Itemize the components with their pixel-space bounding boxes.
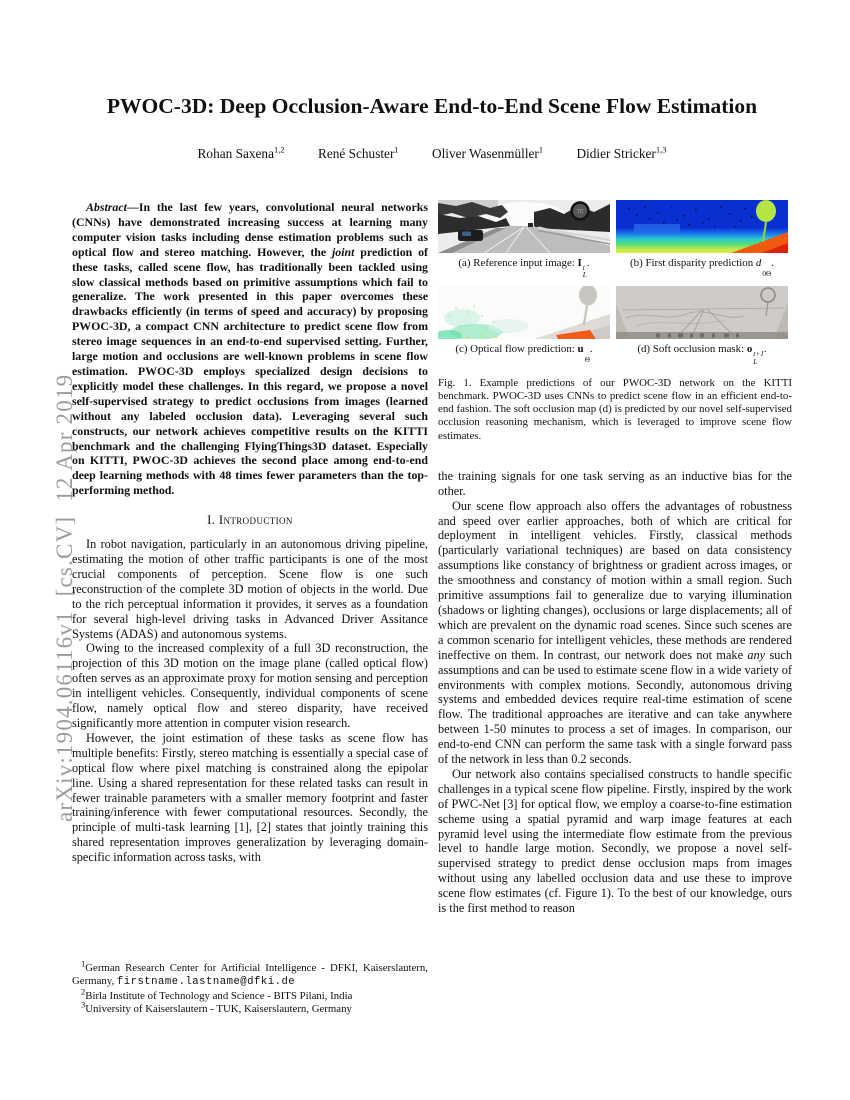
footnote-email: firstname.lastname@dfki.de bbox=[116, 976, 296, 989]
reference-road-image bbox=[438, 200, 610, 253]
figure-1-caption bbox=[438, 377, 792, 443]
figure-cell-d bbox=[616, 286, 788, 372]
footnote-3-marker: 3 bbox=[81, 999, 86, 1010]
author bbox=[432, 146, 543, 161]
footnote-2-marker: 2 bbox=[81, 986, 86, 997]
optical-flow-image bbox=[438, 286, 610, 339]
footnote-1 bbox=[72, 958, 428, 990]
subcaption-a: (a) Reference input image: I t L . bbox=[458, 257, 590, 280]
subcaption-d: (d) Soft occlusion mask: o t+1 L . bbox=[637, 343, 767, 366]
figure-1-caption-text: Example predictions of our PWOC-3D network on the KITTI benchmark. PWOC-3D uses CNNs to predict scene flow in an efficient end-to-end fashion. The soft occlusion map (d) is predicted by our novel self-supervised occlusion reasoning mechanism, which is leveraged to improve scene flow estimates. bbox=[438, 376, 792, 442]
figure-cell-a bbox=[438, 200, 610, 286]
figure-cell-b bbox=[616, 200, 788, 286]
abstract bbox=[72, 200, 428, 498]
intro-paragraph-1: In robot navigation, particularly in an autonomous driving pipeline, estimating the motion of other traffic participants is one of the most crucial components of perception. Scene flow is one such reconstruction of the complete 3D motion of objects in the world. Due to the rich perceptual information it provides, it serves as a foundation for several high-level driving tasks in Advanced Driver Assitance Systems (ADAS) and autonomous systems. bbox=[72, 537, 428, 641]
abstract-text-1: In the last few years, convolutional neural networks (CNNs) have demonstrated increasing success at learning many computer vision tasks including dense estimation problems such as optical flow and stereo matching. However, the bbox=[72, 200, 428, 259]
subcaption-b: (b) First disparity prediction d 0Θ . bbox=[630, 257, 774, 278]
figure-cell-c bbox=[438, 286, 610, 372]
abstract-label: Abstract— bbox=[86, 200, 139, 214]
author-name: Rohan Saxena bbox=[197, 146, 274, 161]
author-affiliation-sup: 1 bbox=[394, 144, 399, 155]
body-paragraph-2: Our scene flow approach also offers the advantages of robustness and speed over earlier approaches, both of which are critical for deployment in intelligent vehicles. Firstly, classical methods (particularly variational techniques) are based on data consistency assumptions like constancy of brightness or gradient across images, or the smoothness and constancy of motion within a small region. Such primitive assumptions fail to generalize due to varying illumination (shadows or lighting changes), occlusions or large displacements; all of which are prevalent on the dynamic road scenes. Since such scenes are a common scenario for intelligent vehicles, these methods are rendered ineffective on them. In contrast, our network does not make any such assumptions and can be used to estimate scene flow in a wide variety of environments with complex motions. Secondly, autonomous driving systems and embedded devices require real-time estimation of scene flow. The traditional approaches are iterative and can take anywhere between 1-50 minutes to process a set of images. In comparison, our end-to-end CNN can perform the same task with a single forward pass of the network in less than 0.2 seconds. bbox=[438, 498, 792, 767]
figure-1-label: Fig. 1. bbox=[438, 376, 472, 389]
paper-title: PWOC-3D: Deep Occlusion-Aware End-to-End Scene Flow Estimation bbox=[106, 94, 758, 118]
author-name: Didier Stricker bbox=[576, 146, 656, 161]
footnote-3 bbox=[72, 999, 428, 1016]
footnote-3-text: University of Kaiserslautern - TUK, Kaiserslautern, Germany bbox=[85, 1003, 352, 1016]
body-paragraph-3: Our network also contains specialised constructs to handle specific challenges in a typical scene flow pipeline. Firstly, inspired by the work of PWC-Net [3] for optical flow, we employ a coarse-to-fine estimation scheme using a spatial pyramid and warp image features at each pyramid level using the intermediate flow estimate from the previous level to handle large motion. Secondly, we propose a novel self-supervised strategy to predict dense occlusion maps from images without using any labelled occlusion data and use these to improve scene flow estimates (cf. Figure 1). To the best of our knowledge, ours is the first method to reason bbox=[438, 766, 792, 916]
abstract-text-2: prediction of these tasks, called scene flow, has traditionally been tackled using slow classical methods based on primitive assumptions which fail to generalize. The work presented in this paper overcomes these drawbacks efficiently (in terms of speed and accuracy) by proposing PWOC-3D, a compact CNN architecture to predict scene flow from stereo image sequences in an end-to-end supervised setting. Further, large motion and occlusions are well-known problems in scene flow estimation. PWOC-3D employs specialized design decisions to explicitly model these challenges. In this regard, we propose a novel self-supervised strategy to predict occlusions from images (learned without any labeled occlusion data). Leveraging several such constructs, our network achieves competitive results on the KITTI benchmark and the challenging FlyingThings3D dataset. Especially on KITTI, PWOC-3D achieves the second place among end-to-end deep learning methods with 48 times fewer parameters than the top-performing method. bbox=[72, 244, 428, 498]
author-name: René Schuster bbox=[317, 146, 395, 161]
author-affiliation-sup: 1,2 bbox=[274, 144, 285, 155]
svg-text:70: 70 bbox=[576, 209, 584, 216]
author-name: Oliver Wasenmüller bbox=[431, 146, 539, 161]
intro-paragraph-2: Owing to the increased complexity of a full 3D reconstruction, the projection of this 3D motion on the image plane (called optical flow) often serves as an approximate proxy for motion sensing and perception in intelligent vehicles. Consequently, individual components of scene flow, namely optical flow and stereo disparity, have received significantly more attention in computer vision research. bbox=[72, 641, 428, 730]
section-heading-introduction: I. Introduction bbox=[207, 513, 293, 528]
author-affiliation-sup: 1 bbox=[538, 144, 544, 155]
disparity-map-image bbox=[616, 200, 788, 253]
occlusion-mask-image bbox=[616, 286, 788, 339]
footnotes bbox=[72, 958, 428, 1017]
footnote-1-text: German Research Center for Artificial Intelligence - DFKI, Kaiserslautern, Germany, bbox=[72, 962, 428, 988]
arxiv-watermark: arXiv:1904.06116v1 [cs.CV] 12 Apr 2019 bbox=[52, 373, 77, 822]
body-paragraph-continuation: the training signals for one task serving as an inductive bias for the other. bbox=[438, 468, 792, 498]
footnote-2 bbox=[72, 986, 428, 1003]
right-column-body bbox=[438, 469, 792, 916]
intro-paragraph-3: However, the joint estimation of these tasks as scene flow has multiple benefits: Firstly, stereo matching is essentially a special case of optical flow where pixel matching is constrained along the epipolar line. Using a shared representation for these related tasks can result in fewer trainable parameters with a smaller memory footprint and faster training/inference with fewer computational resources. Secondly, the principle of multi-task learning [1], [2] states that jointly training this shared representation improves generalization by leveraging domain-specific information across tasks, with bbox=[72, 730, 428, 865]
figure-1 bbox=[438, 200, 792, 373]
abstract-italic-word: joint bbox=[332, 244, 355, 259]
author-line bbox=[72, 146, 792, 162]
author-affiliation-sup: 1,3 bbox=[655, 144, 667, 155]
left-column bbox=[72, 200, 428, 958]
author bbox=[318, 146, 399, 161]
subcaption-c: (c) Optical flow prediction: u Θ . bbox=[455, 343, 593, 365]
italic-word-any: any bbox=[747, 647, 766, 662]
author bbox=[198, 146, 285, 161]
author bbox=[576, 146, 666, 161]
right-column bbox=[438, 200, 792, 916]
footnote-2-text: Birla Institute of Technology and Science - BITS Pilani, India bbox=[85, 989, 353, 1002]
footnote-1-marker: 1 bbox=[81, 958, 86, 969]
